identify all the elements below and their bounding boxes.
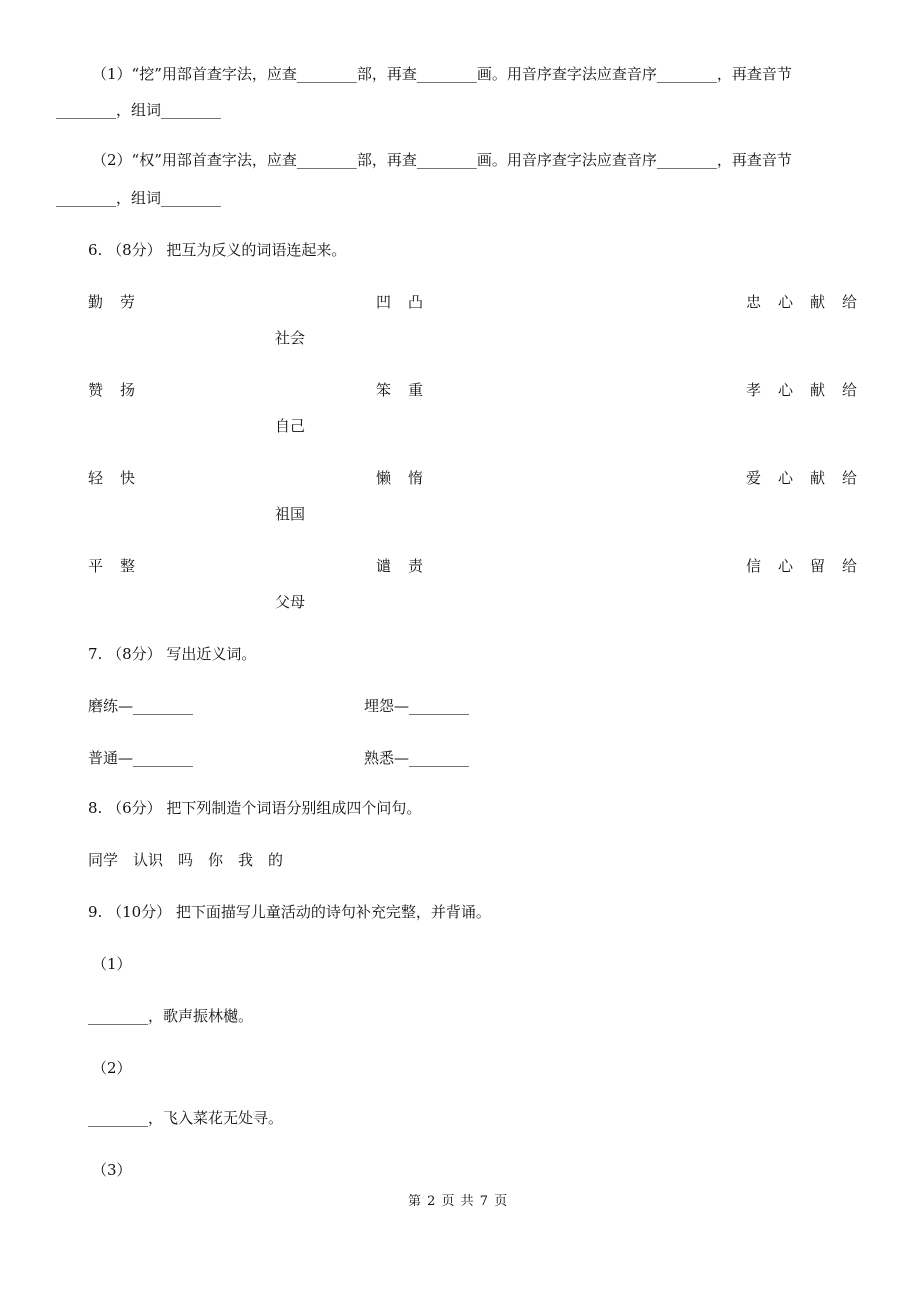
q9-sub2-label: （2） (92, 1059, 132, 1077)
q7-item: 普通—________ (88, 749, 194, 767)
q6-col4-item: 信心留给 (746, 557, 875, 575)
q6-col3-item: 凹凸 (376, 293, 441, 311)
q6-col1-item: 勤劳 (88, 293, 153, 311)
q7-item: 埋怨—________ (364, 697, 470, 715)
q5-sub2-line2: ________，组词________ (56, 189, 222, 207)
q6-col2-item: 社会 (275, 329, 306, 347)
q5-sub2-line1: （2）“权”用部首查字法，应查________部，再查________画。用音序查字法应查音序________，再查音节 (92, 151, 792, 169)
q5-sub1-line2: ________，组词________ (56, 101, 222, 119)
q9-sub2-text: ________，飞入菜花无处寻。 (88, 1109, 284, 1127)
q5-sub1-line1: （1）“挖”用部首查字法，应查________部，再查________画。用音序查字法应查音序________，再查音节 (92, 65, 792, 83)
q6-col2-item: 祖国 (275, 505, 306, 523)
q6-col2-item: 父母 (275, 593, 306, 611)
q7-title: 7. （8分） 写出近义词。 (88, 645, 257, 663)
q6-col1-item: 赞扬 (88, 381, 153, 399)
q6-col4-item: 忠心献给 (746, 293, 875, 311)
q6-col1-item: 平整 (88, 557, 153, 575)
q7-item: 熟悉—________ (364, 749, 470, 767)
q6-col4-item: 爱心献给 (746, 469, 875, 487)
q9-sub3-label: （3） (92, 1161, 132, 1179)
q6-col2-item: 自己 (275, 417, 306, 435)
q9-sub1-text: ________，歌声振林樾。 (88, 1007, 254, 1025)
q6-title: 6. （8分） 把互为反义的词语连起来。 (88, 241, 347, 259)
page-footer: 第 2 页 共 7 页 (408, 1194, 509, 1209)
q6-col3-item: 笨重 (376, 381, 441, 399)
q8-words: 同学 认识 吗 你 我 的 (88, 851, 284, 869)
q6-col3-item: 懒惰 (376, 469, 441, 487)
q9-title: 9. （10分） 把下面描写儿童活动的诗句补充完整，并背诵。 (88, 903, 491, 921)
q6-col4-item: 孝心献给 (746, 381, 875, 399)
q8-title: 8. （6分） 把下列制造个词语分别组成四个问句。 (88, 799, 422, 817)
q7-item: 磨练—________ (88, 697, 194, 715)
q9-sub1-label: （1） (92, 955, 132, 973)
q6-col1-item: 轻快 (88, 469, 153, 487)
q6-col3-item: 谴责 (376, 557, 441, 575)
